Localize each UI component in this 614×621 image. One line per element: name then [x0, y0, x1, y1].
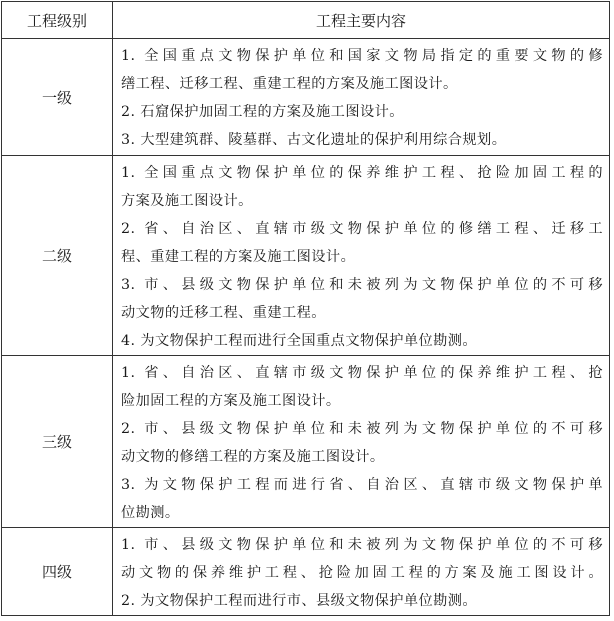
level-cell: 四级: [2, 528, 113, 616]
content-line: 2. 为文物保护工程而进行市、县级文物保护单位勘测。: [121, 593, 478, 609]
content-line: 2. 省、自治区、直辖市级文物保护单位的修缮工程、迁移工: [121, 221, 603, 237]
content-line: 动文物的迁移工程、重建工程。: [121, 305, 326, 321]
header-level: 工程级别: [2, 2, 113, 39]
level-cell: 三级: [2, 356, 113, 528]
table-row: [2, 156, 610, 356]
content-line: 4. 为文物保护工程而进行全国重点文物保护单位勘测。: [121, 333, 478, 349]
table-row: [2, 39, 610, 156]
content-line: 3. 为文物保护工程而进行省、自治区、直辖市级文物保护单: [121, 477, 603, 493]
content-line: 1. 全国重点文物保护单位的保养维护工程、抢险加固工程的: [121, 165, 603, 181]
level-cell: 二级: [2, 156, 113, 356]
level-cell: 一级: [2, 39, 113, 156]
content-cell: [113, 39, 610, 156]
content-line: 2. 石窟保护加固工程的方案及施工图设计。: [121, 104, 404, 120]
content-cell: [113, 156, 610, 356]
content-line: 缮工程、迁移工程、重建工程的方案及施工图设计。: [121, 76, 458, 92]
header-content: 工程主要内容: [113, 2, 610, 39]
header-row: [2, 2, 610, 39]
content-line: 险加固工程的方案及施工图设计。: [121, 393, 341, 409]
engineering-level-table: [1, 1, 610, 616]
content-line: 1. 全国重点文物保护单位和国家文物局指定的重要文物的修: [121, 48, 603, 64]
content-line: 位勘测。: [121, 505, 180, 521]
content-line: 2. 市、县级文物保护单位和未被列为文物保护单位的不可移: [121, 421, 603, 437]
content-line: 1. 省、自治区、直辖市级文物保护单位的保养维护工程、抢: [121, 365, 603, 381]
content-cell: [113, 528, 610, 616]
content-cell: [113, 356, 610, 528]
table-row: [2, 356, 610, 528]
table-row: [2, 528, 610, 616]
content-line: 3. 大型建筑群、陵墓群、古文化遗址的保护利用综合规划。: [121, 132, 507, 148]
content-line: 程、重建工程的方案及施工图设计。: [121, 249, 356, 265]
content-line: 动文物的修缮工程的方案及施工图设计。: [121, 449, 385, 465]
content-line: 动文物的保养维护工程、抢险加固工程的方案及施工图设计。: [121, 565, 603, 581]
content-line: 1. 市、县级文物保护单位和未被列为文物保护单位的不可移: [121, 537, 603, 553]
content-line: 方案及施工图设计。: [121, 193, 253, 209]
content-line: 3. 市、县级文物保护单位和未被列为文物保护单位的不可移: [121, 277, 603, 293]
